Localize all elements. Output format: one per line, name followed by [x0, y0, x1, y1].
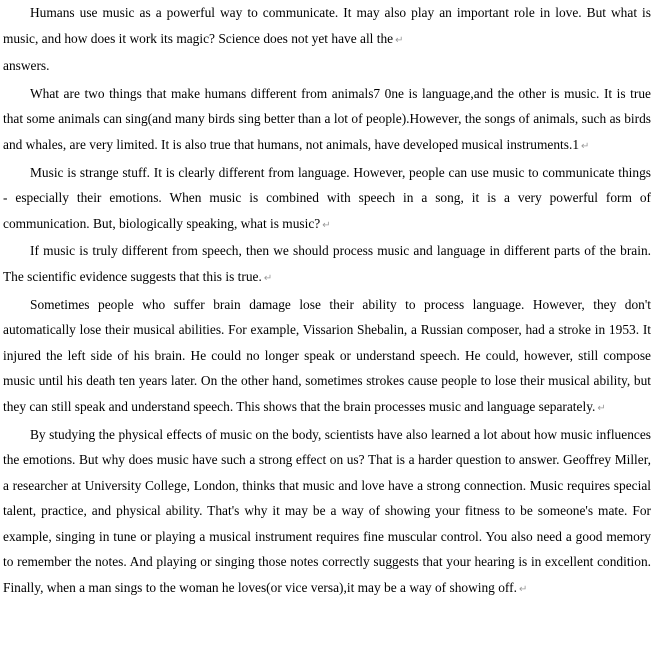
paragraph-text: Music is strange stuff. It is clearly different from language. However, people can use music to communicate things - especially their emotions. When music is combined with speech in a song, it is a very powerful form of communication. But, biologically speaking, what is music? — [3, 164, 651, 231]
paragraph-2 — [3, 53, 651, 81]
paragraph-text: Humans use music as a powerful way to communicate. It may also play an important role in love. But what is music, and how does it work its magic? Science does not yet have all the — [3, 5, 651, 46]
paragraph-1 — [3, 0, 651, 53]
paragraph-mark-icon: ↵ — [263, 272, 273, 284]
paragraph-text: By studying the physical effects of music on the body, scientists have also learned a lot about how music influences the emotions. But why does music have such a strong effect on us? That is a harder question to answer. Geoffrey Miller, a researcher at University College, London, thinks that music and love have a strong connection. Music requires special talent, practice, and physical ability. That's why it may be a way of showing your fitness to be someone's mate. For example, singing in tune or playing a musical instrument requires fine muscular control. You also need a good memory to remember the notes. And playing or singing those notes correctly suggests that your hearing is in excellent condition. Finally, when a man sings to the woman he loves(or vice versa),it may be a way of showing off. — [3, 426, 651, 596]
document-body — [3, 0, 651, 603]
paragraph-text: If music is truly different from speech, then we should process music and language in different parts of the brain. The scientific evidence suggests that this is true. — [3, 243, 651, 284]
paragraph-3 — [3, 81, 651, 160]
paragraph-mark-icon: ↵ — [581, 140, 590, 152]
paragraph-text: What are two things that make humans different from animals7 0ne is language,and the other is music. It is true that some animals can sing(and many birds sing better than a lot of people).However, the songs of animals, such as birds and whales, are very limited. It is also true that humans, not animals, have developed musical instruments.1 — [3, 85, 651, 152]
paragraph-5 — [3, 238, 651, 291]
paragraph-mark-icon: ↵ — [597, 402, 606, 414]
paragraph-mark-icon: ↵ — [395, 34, 404, 46]
paragraph-6 — [3, 292, 651, 422]
paragraph-4 — [3, 160, 651, 239]
paragraph-mark-icon: ↵ — [322, 219, 331, 231]
paragraph-text: Sometimes people who suffer brain damage lose their ability to process language. However, they don't automatically lose their musical abilities. For example, Vissarion Shebalin, a Russian composer, had a stroke in 1953. It injured the left side of his brain. He could no longer speak or understand speech. He could, however, still compose music until his death ten years later. On the other hand, sometimes strokes cause people to lose their musical ability, but they can still speak and understand speech. This shows that the brain processes music and language separately. — [3, 296, 651, 414]
paragraph-7 — [3, 422, 651, 603]
paragraph-text: answers. — [3, 58, 50, 74]
paragraph-mark-icon: ↵ — [518, 584, 528, 596]
